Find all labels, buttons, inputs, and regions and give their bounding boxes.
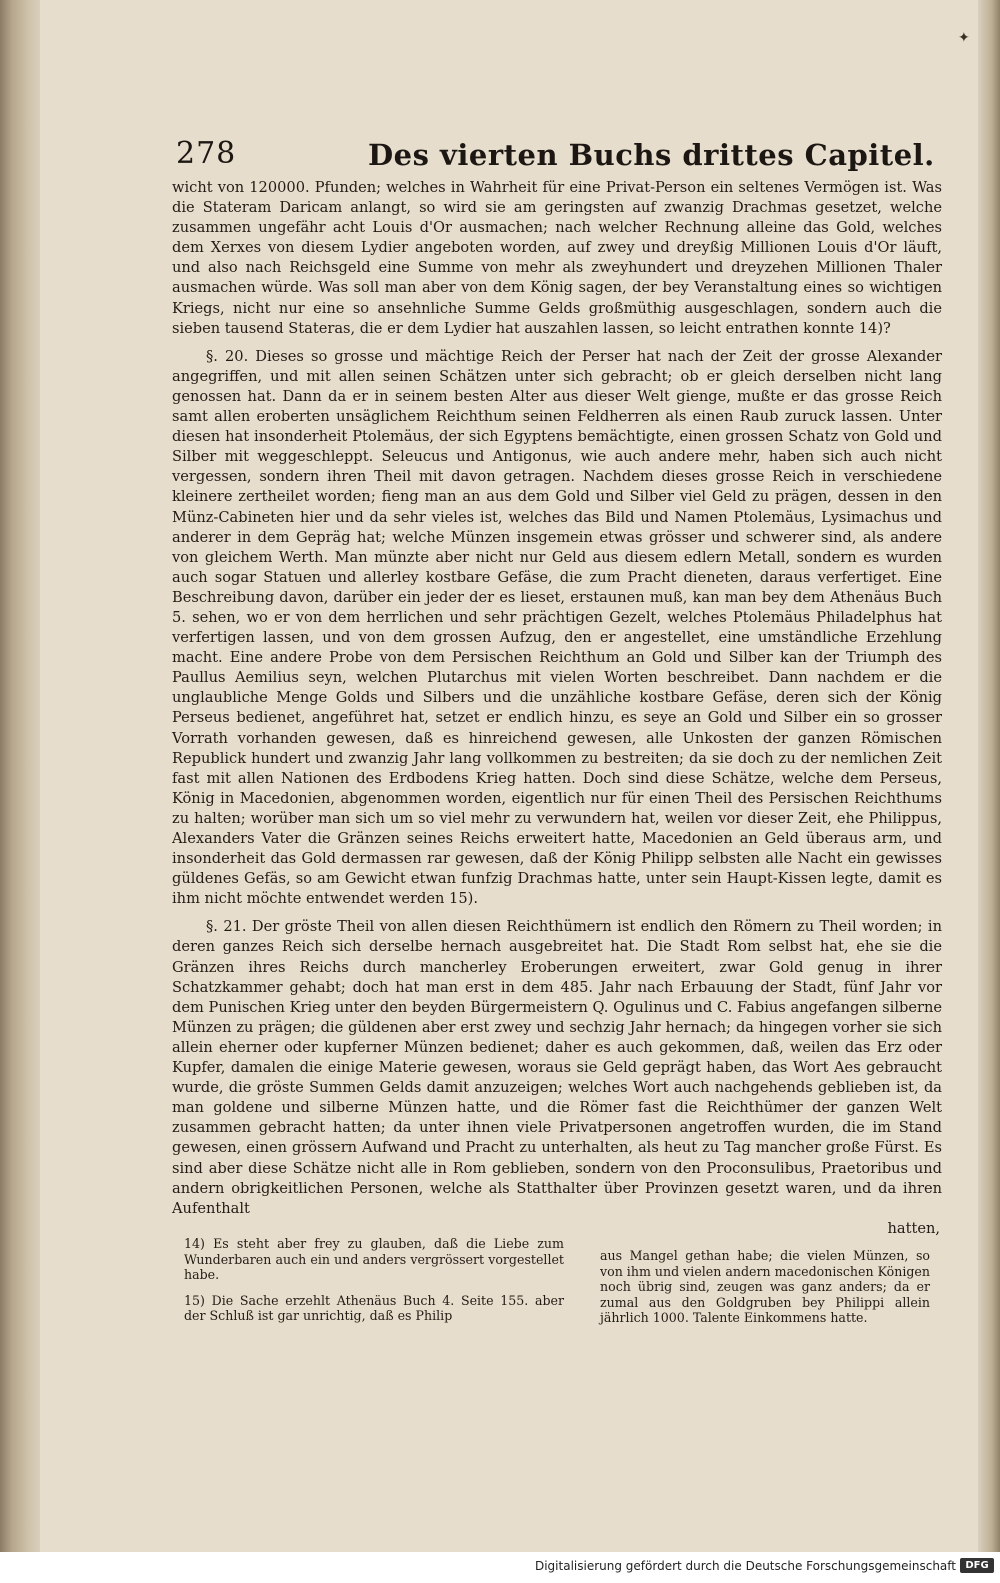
main-text	[172, 178, 942, 1239]
paragraph-section-20: §. 20. Dieses so grosse und mächtige Reich der Perser hat nach der Zeit der grosse Alexander angegriffen, und mit allen seinen Schätzen unter sich gebracht; ob er gleich derselben nicht lang genossen hat. Dann da er in seinem besten Alter aus dieser Welt gienge, mußte er das grosse Reich samt allen eroberten unsäglichem Reichthum seinen Feldherren als einen Raub zuruck lassen. Unter diesen hat insonderheit Ptolemäus, der sich Egyptens bemächtigte, einen grossen Schatz von Gold und Silber mit weggeschleppt. Seleucus und Antigonus, wie auch andere mehr, haben sich auch nicht vergessen, sondern ihren Theil mit davon getragen. Nachdem dieses grosse Reich in verschiedene kleinere zertheilet worden; fieng man an aus dem Gold und Silber viel Geld zu prägen, dessen in den Münz-Cabineten hier und da sehr vieles ist, welches das Bild und Namen Ptolemäus, Lysimachus und anderer in dem Gepräg hat; welche Münzen insgemein etwas grösser und schwerer sind, als andere von gleichem Werth. Man münzte aber nicht nur Geld aus diesem edlern Metall, sondern es wurden auch sogar Statuen und allerley kostbare Gefäse, die zum Pracht dieneten, daraus verfertiget. Eine Beschreibung davon, darüber ein jeder der es lieset, erstaunen muß, kan man bey dem Athenäus Buch 5. sehen, wo er von dem herrlichen und sehr prächtigen Gezelt, welches Ptolemäus Philadelphus hat verfertigen lassen, und von dem grossen Aufzug, den er angestellet, eine umständliche Erzehlung macht. Eine andere Probe von dem Persischen Reichthum an Gold und Silber kan der Triumph des Paullus Aemilius seyn, welchen Plutarchus mit vielen Worten beschreibet. Dann nachdem er die unglaubliche Menge Golds und Silbers und die unzähliche kostbare Gefäse, deren sich der König Perseus bedienet, angeführet hat, setzet er endlich hinzu, es seye an Gold und Silber ein so grosser Vorrath vorhanden gewesen, daß es hinreichend gewesen, alle Unkosten der ganzen Römischen Republick hundert und zwanzig Jahr lang vollkommen zu bestreiten; da sie doch zu der nemlichen Zeit fast mit allen Nationen des Erdbodens Krieg hatten. Doch sind diese Schätze, welche dem Perseus, König in Macedonien, abgenommen worden, eigentlich nur für einen Theil des Persischen Reichthums zu halten; worüber man sich um so viel mehr zu verwundern hat, weilen vor dieser Zeit, ehe Philippus, Alexanders Vater die Gränzen seines Reichs erweitert hatte, Macedonien an Geld überaus arm, und insonderheit das Gold dermassen rar gewesen, daß der König Philipp selbsten alle Nacht ein gewisses güldenes Gefäs, so am Gewicht etwan funfzig Drachmas hatte, unter sein Haupt-Kissen legte, damit es ihm nicht möchte entwendet werden 15).	[172, 347, 942, 908]
footnote-15: 15) Die Sache erzehlt Athenäus Buch 4. Seite 155. aber der Schluß ist gar unrichtig, daß es Philip	[184, 1292, 564, 1324]
footnotes-right-column	[600, 1248, 930, 1336]
paragraph-1: wicht von 120000. Pfunden; welches in Wahrheit für eine Privat-Person ein seltenes Vermögen ist. Was die Stateram Daricam anlangt, so wird sie am geringsten auf zwanzig Drachmas gesetzet, welche zusammen ungefähr acht Louis d'Or ausmachen; nach welcher Rechnung alleine das Gold, welches dem Xerxes von diesem Lydier angeboten worden, auf zwey und dreyßig Millionen Louis d'Or läuft, und also nach Reichsgeld eine Summe von mehr als zweyhundert und dreyzehen Millionen Thaler ausmachen würde. Was soll man aber von dem König sagen, der bey Veranstaltung eines so wichtigen Kriegs, nicht nur eine so ansehnliche Summe Gelds großmüthig ausgeschlagen, sondern auch die sieben tausend Stateras, die er dem Lydier hat auszahlen lassen, so leicht entrathen konnte 14)?	[172, 179, 942, 337]
page-number: 278	[176, 136, 237, 171]
left-page-edge	[0, 0, 40, 1552]
dfg-logo-icon: DFG	[960, 1558, 994, 1573]
catchword: hatten,	[887, 1219, 940, 1237]
corner-mark-icon: ✦	[958, 30, 970, 46]
paragraph-section-21: §. 21. Der gröste Theil von allen diesen Reichthümern ist endlich den Römern zu Theil worden; in deren ganzes Reich sich derselbe hernach ausgebreitet hat. Die Stadt Rom selbst hat, ehe sie die Gränzen ihres Reichs durch mancherley Eroberungen erweitert, zwar Gold genug in ihrer Schatzkammer gehabt; doch hat man erst in dem 485. Jahr nach Erbauung der Stadt, fünf Jahr vor dem Punischen Krieg unter den beyden Bürgermeistern Q. Ogulinus und C. Fabius angefangen silberne Münzen zu prägen; die güldenen aber erst zwey und sechzig Jahr hernach; da hingegen vorher sie sich allein eherner oder kupferner Münzen bedienet; daher es auch gekommen, daß, weilen das Erz oder Kupfer, damalen die einige Materie gewesen, woraus sie Geld geprägt haben, das Wort Aes gebraucht wurde, die gröste Summen Gelds damit anzuzeigen; welches Wort auch nachgehends geblieben ist, da man goldene und silberne Münzen hatte, und die Römer fast die Reichthümer der ganzen Welt zusammen gebracht hatten; da unter ihnen viele Privatpersonen angetroffen wurden, die im Stand gewesen, einen grössern Aufwand und Pracht zu unterhalten, als heut zu Tag mancher große Fürst. Es sind aber diese Schätze nicht alle in Rom geblieben, sondern von den Proconsulibus, Praetoribus und andern obrigkeitlichen Personen, welche als Statthalter über Provinzen gesetzt waren, und da ihren Aufenthalt	[172, 918, 942, 1217]
page-header	[176, 136, 956, 176]
footer-credit: Digitalisierung gefördert durch die Deutsche Forschungsgemeinschaft	[534, 1559, 956, 1573]
footer-bar	[0, 1552, 1000, 1583]
footnotes-left-column	[184, 1236, 564, 1334]
footnote-15-continued: aus Mangel gethan habe; die vielen Münzen, so von ihm und vielen andern macedonischen Königen noch übrig sind, zeugen was ganz anders; da er zumal aus den Goldgruben bey Philippi allein jährlich 1000. Talente Einkommens hatte.	[600, 1248, 930, 1326]
right-page-edge	[978, 0, 1000, 1552]
footnote-14: 14) Es steht aber frey zu glauben, daß die Liebe zum Wunderbaren auch ein und anders vergrössert vorgestellet habe.	[184, 1236, 564, 1283]
running-head: Des vierten Buchs drittes Capitel.	[368, 138, 935, 172]
